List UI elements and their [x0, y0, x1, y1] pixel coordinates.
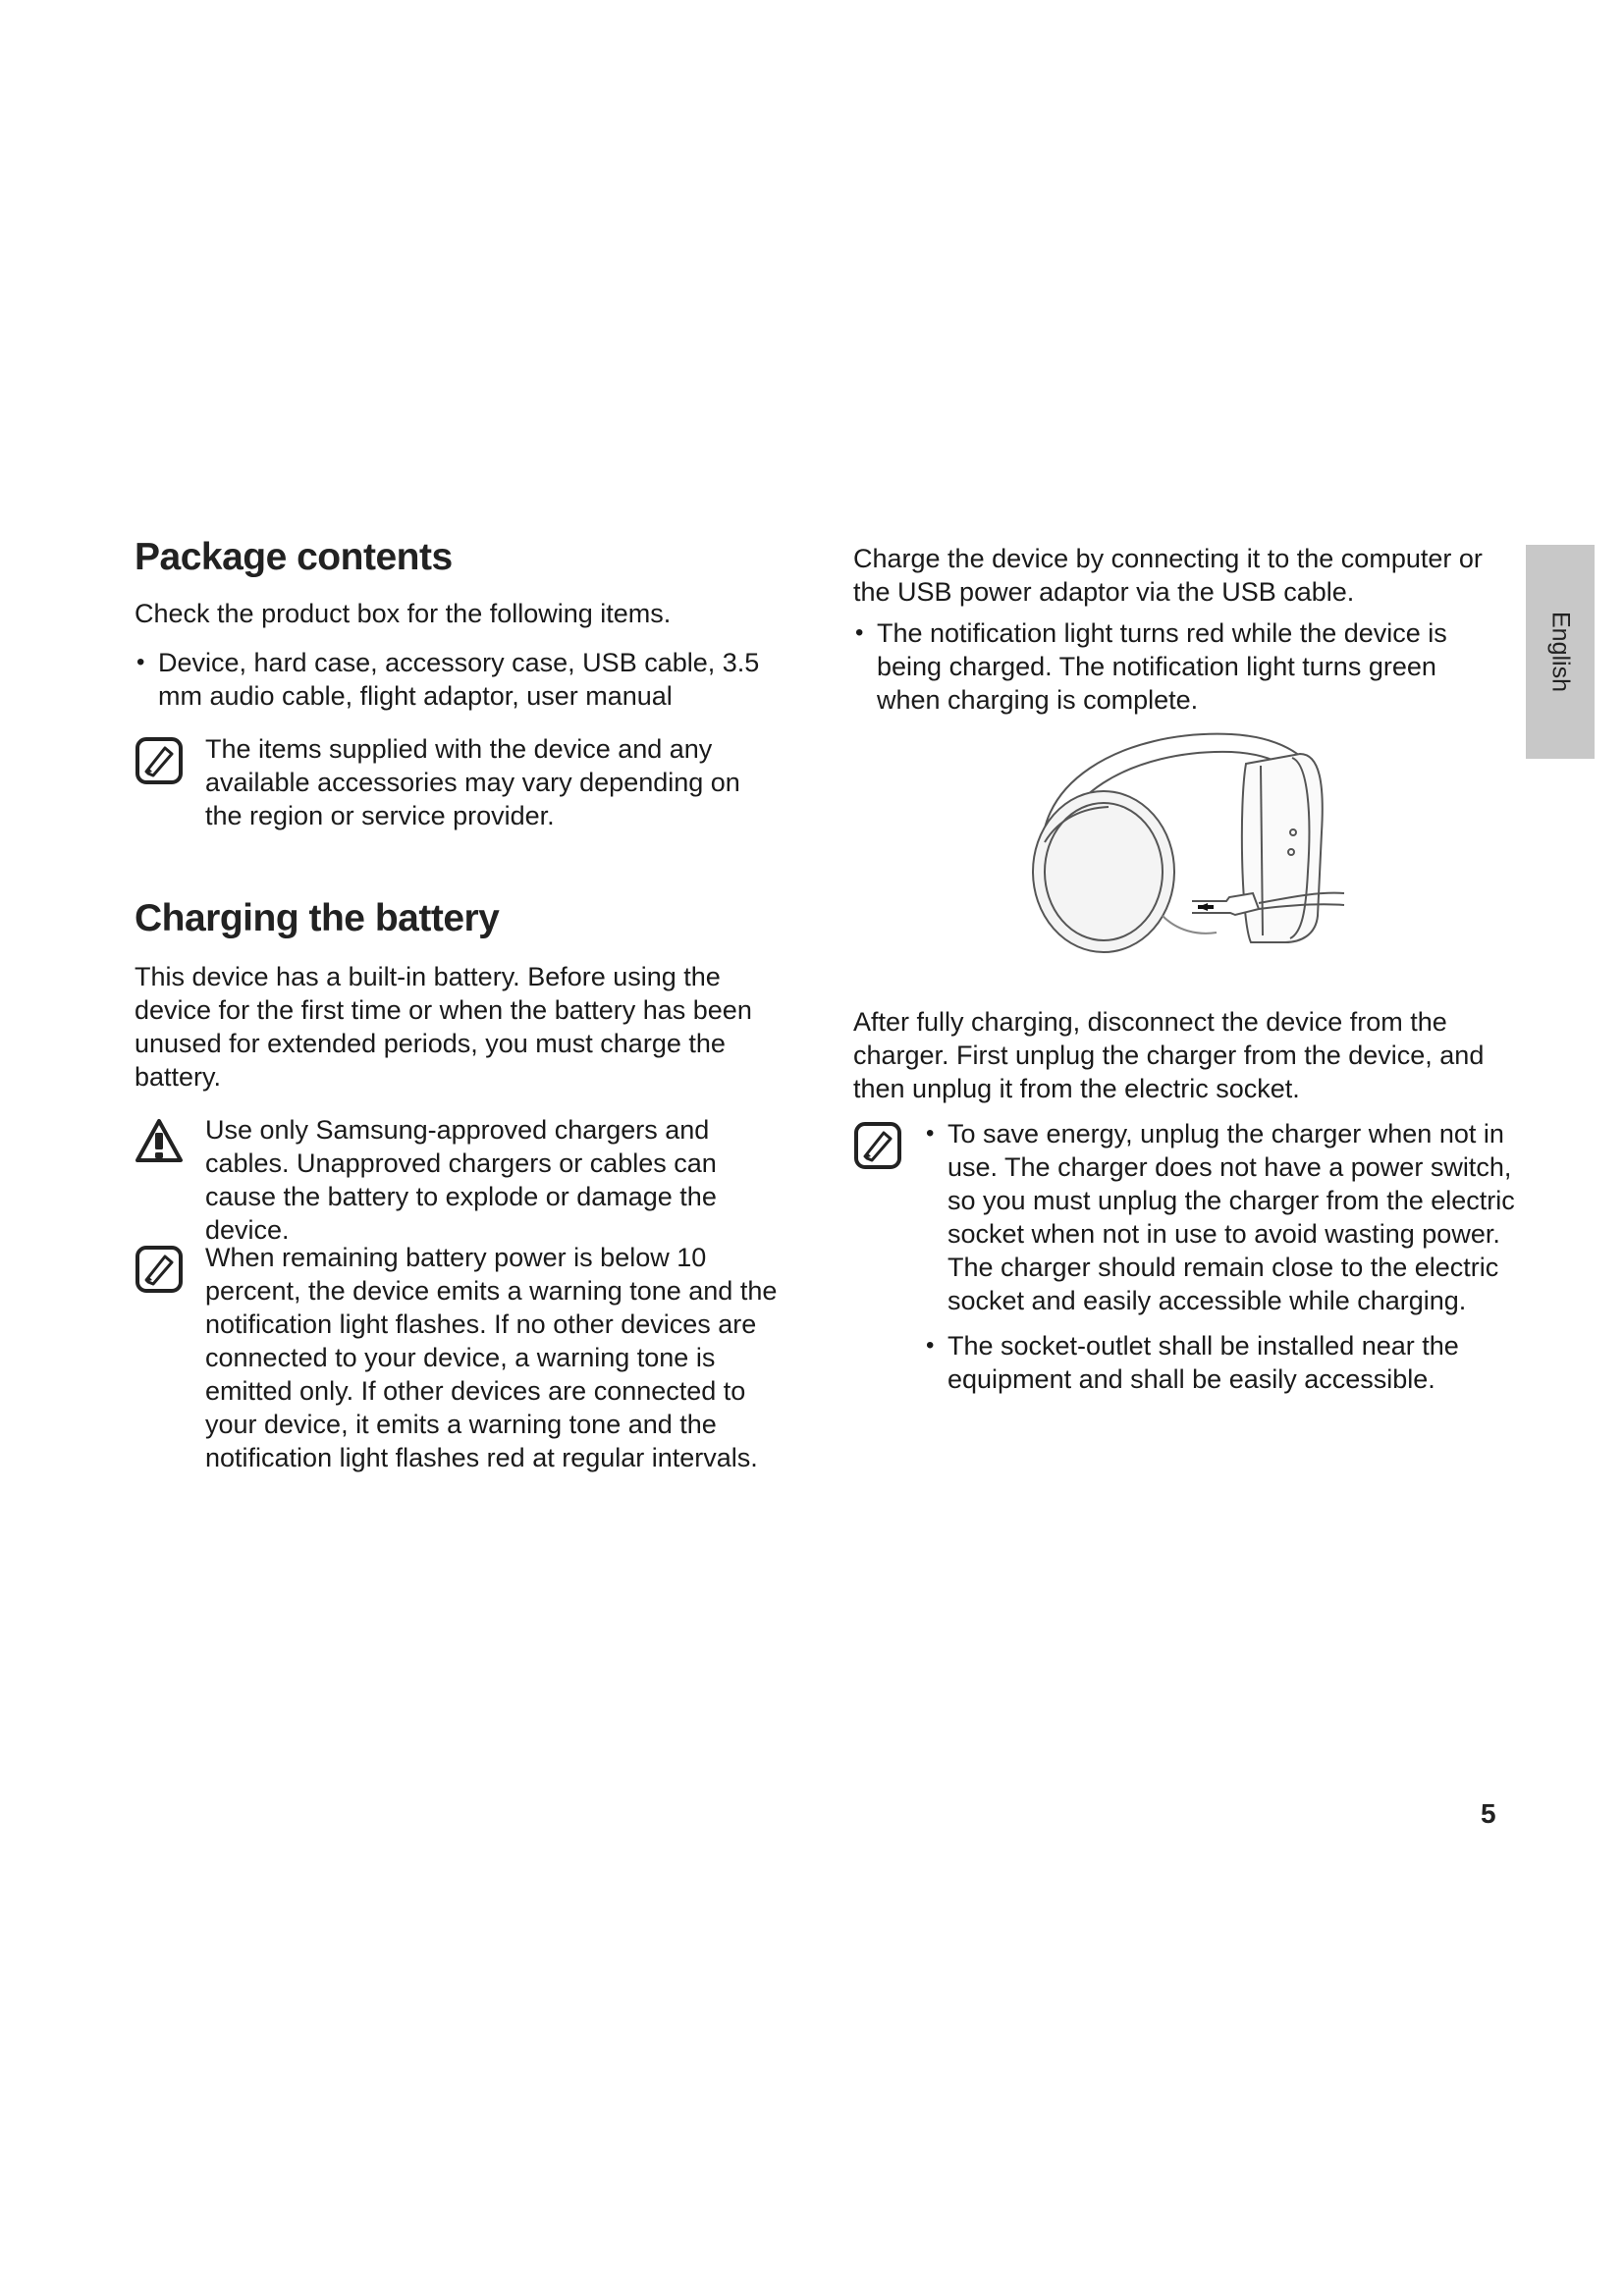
page-number: 5	[1481, 1798, 1496, 1829]
package-items-list	[135, 646, 773, 713]
light-note-list	[853, 616, 1462, 717]
charge-connect-text: Charge the device by connecting it to the computer or the USB power adaptor via the USB cable.	[853, 544, 1483, 607]
after-charging-text: After fully charging, disconnect the device from the charger. First unplug the charger from the device, and then unplug it from the electric socket.	[853, 1007, 1485, 1103]
energy-note-body	[924, 1117, 1521, 1396]
language-label: English	[1546, 612, 1575, 692]
package-note-text: The items supplied with the device and any available accessories may vary depending on the region or service provider.	[205, 734, 740, 830]
warning-icon	[135, 1117, 184, 1166]
charging-intro: This device has a built-in battery. Before using the device for the first time or when the battery has been unused for extended periods, you must charge the battery.	[135, 962, 752, 1092]
energy-note-list	[924, 1117, 1521, 1396]
charging-heading: Charging the battery	[135, 897, 500, 939]
caution-note	[135, 1113, 783, 1247]
battery-low-note	[135, 1241, 783, 1474]
list-item: • To save energy, unplug the charger when not in use. The charger does not have a power switch, so you must unplug the charger from the electric socket when not in use to avoid wasting power. The charger should remain close to the electric socket and easily accessible while charging.	[924, 1117, 1521, 1317]
energy-note	[853, 1117, 1521, 1408]
headphones-charging-illustration	[1005, 724, 1354, 960]
battery-low-text: When remaining battery power is below 10 percent, the device emits a warning tone and the notification light flashes. If no other devices are connected to your device, a warning tone is emitted only. If other devices are connected to your device, it emits a warning tone and the notification light flashes red at regular intervals.	[205, 1243, 778, 1472]
note-icon	[135, 736, 184, 785]
package-note	[135, 732, 783, 832]
list-item: • The notification light turns red while the device is being charged. The notification light turns green when charging is complete.	[853, 616, 1462, 717]
language-side-tab	[1526, 545, 1595, 759]
list-item: • The socket-outlet shall be installed near the equipment and shall be easily accessible.	[924, 1329, 1521, 1396]
note-icon	[853, 1121, 902, 1170]
note-icon	[135, 1245, 184, 1294]
list-item: • Device, hard case, accessory case, USB cable, 3.5 mm audio cable, flight adaptor, user manual	[135, 646, 773, 713]
caution-text: Use only Samsung-approved chargers and cables. Unapproved chargers or cables can cause the battery to explode or damage the device.	[205, 1115, 717, 1245]
package-contents-heading: Package contents	[135, 536, 453, 578]
package-intro: Check the product box for the following items.	[135, 599, 672, 628]
